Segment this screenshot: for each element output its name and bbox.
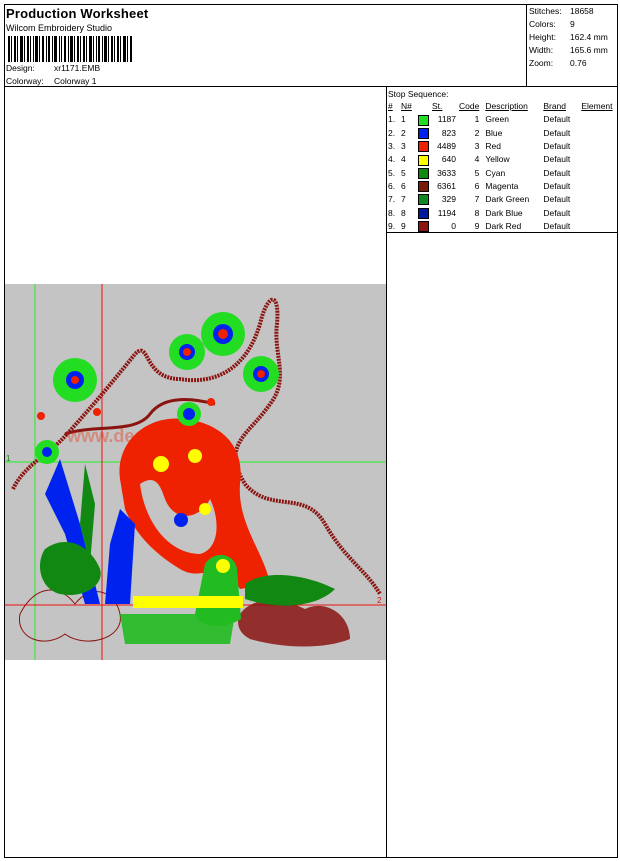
thread-brand: Default [543,167,571,178]
header-divider [4,86,618,87]
flower-blue-small [174,513,188,527]
flower-yellow-2 [188,449,202,463]
color-swatch [418,153,432,166]
element-cell [581,153,614,166]
stitch-count: 3633 [437,167,456,178]
color-description: Magenta [485,180,519,191]
color-swatch [418,180,432,193]
element-cell [581,193,614,206]
stop-row [388,220,614,233]
thread-brand: Default [543,220,571,231]
swatch-square [418,168,429,179]
stat-stitches: Stitches: 18658 [529,6,594,16]
needle-number: 5 [401,167,406,178]
yellow-band [133,596,243,608]
stop-row [388,140,614,153]
stop-number: 6. [388,180,396,191]
needle-number: 2 [401,127,406,138]
worksheet-title: Production Worksheet [6,6,149,21]
color-code: 1 [474,114,480,125]
page-divider [386,87,387,858]
barcode [8,36,132,62]
thread-brand: Default [543,180,571,191]
flower-middle [177,402,201,426]
color-swatch [418,166,432,179]
stat-width: Width: 165.6 mm [529,45,608,55]
stop-row [388,153,614,166]
color-description: Dark Green [485,194,530,205]
col-brand: Brand [543,101,567,112]
element-cell [581,140,614,153]
header-divider-vertical [526,4,527,86]
stitch-count: 823 [441,127,456,138]
color-swatch [418,206,432,219]
needle-number: 4 [401,154,406,165]
stop-row [388,166,614,179]
design-row [6,63,100,73]
stat-zoom: Zoom: 0.76 [529,58,587,68]
color-code: 2 [474,127,480,138]
color-code: 3 [474,141,480,152]
stop-sequence-rule [386,232,618,233]
stop-row [388,193,614,206]
swatch-square [418,141,429,152]
needle-number: 7 [401,194,406,205]
element-cell [581,180,614,193]
stop-number: 9. [388,220,396,231]
software-name: Wilcom Embroidery Studio [6,23,113,33]
swatch-square [418,194,429,205]
flower-top-right [201,312,245,356]
bud-red-2 [93,408,101,416]
color-description: Cyan [485,167,506,178]
thread-brand: Default [543,194,571,205]
color-swatch [418,140,432,153]
color-code: 8 [474,207,480,218]
bud-red-3 [207,398,215,406]
stitch-count: 329 [441,194,456,205]
thread-brand: Default [543,127,571,138]
col-description: Description [485,101,528,112]
stop-sequence-caption: Stop Sequence: [388,89,449,99]
marker-1: 1 [6,454,11,463]
color-code: 9 [474,220,480,231]
element-cell [581,220,614,233]
needle-number: 8 [401,207,406,218]
bud-red-1 [37,412,45,420]
col-code: Code [459,101,480,112]
stop-number: 8. [388,207,396,218]
stop-number: 5. [388,167,396,178]
stop-sequence-table [388,100,614,233]
swatch-square [418,221,429,232]
design-label: Design: [6,63,35,73]
col-stitches: St. [432,101,443,112]
color-description: Yellow [485,154,510,165]
swatch-square [418,128,429,139]
swatch-square [418,208,429,219]
watermark: www.designs.com [67,426,224,446]
swatch-square [418,181,429,192]
stop-number: 4. [388,154,396,165]
stop-number: 2. [388,127,396,138]
element-cell [581,113,614,126]
colorway-label: Colorway: [6,76,44,86]
color-description: Green [485,114,509,125]
flower-top-center [169,334,205,370]
color-description: Red [485,141,501,152]
thread-brand: Default [543,207,571,218]
flower-left-small [35,440,59,464]
thread-brand: Default [543,141,571,152]
color-description: Dark Blue [485,207,523,218]
col-n: N# [401,101,412,112]
needle-number: 1 [401,114,406,125]
color-code: 6 [474,180,480,191]
thread-brand: Default [543,114,571,125]
marker-2: 2 [377,596,382,605]
swatch-square [418,155,429,166]
stitch-count: 4489 [437,141,456,152]
pot-rim [216,559,230,573]
thread-brand: Default [543,154,571,165]
color-code: 7 [474,194,480,205]
element-cell [581,127,614,140]
element-cell [581,206,614,219]
stop-row [388,127,614,140]
stitch-count: 1194 [437,207,456,218]
stitch-count: 640 [441,154,456,165]
stop-number: 1. [388,114,396,125]
swatch-square [418,115,429,126]
col-element: Element [581,101,613,112]
stop-row [388,180,614,193]
color-swatch [418,220,432,233]
stitch-count: 6361 [437,180,456,191]
col-swatch [418,100,432,113]
design-preview [5,284,386,660]
color-swatch [418,193,432,206]
flower-yellow-1 [153,456,169,472]
stop-row [388,113,614,126]
needle-number: 6 [401,180,406,191]
stat-height: Height: 162.4 mm [529,32,608,42]
stitch-count: 1187 [437,114,456,125]
design-stats [529,5,617,70]
colorway-value: Colorway 1 [54,76,97,86]
stat-colors: Colors: 9 [529,19,575,29]
colorway-row [6,76,97,86]
needle-number: 3 [401,141,406,152]
color-code: 5 [474,167,480,178]
stitch-count: 0 [451,220,456,231]
col-num: # [388,101,393,112]
stop-row [388,206,614,219]
element-cell [581,166,614,179]
color-swatch [418,127,432,140]
flower-right [243,356,279,392]
stop-sequence-header [388,100,614,113]
design-value: xr1171.EMB [54,63,101,73]
header-info [6,6,526,86]
color-description: Dark Red [485,220,522,231]
stop-number: 3. [388,141,396,152]
stop-number: 7. [388,194,396,205]
color-swatch [418,113,432,126]
color-description: Blue [485,127,503,138]
color-code: 4 [474,154,480,165]
stop-sequence [388,88,617,233]
flower-yellow-3 [199,503,211,515]
needle-number: 9 [401,220,406,231]
flower-top-left [53,358,97,402]
